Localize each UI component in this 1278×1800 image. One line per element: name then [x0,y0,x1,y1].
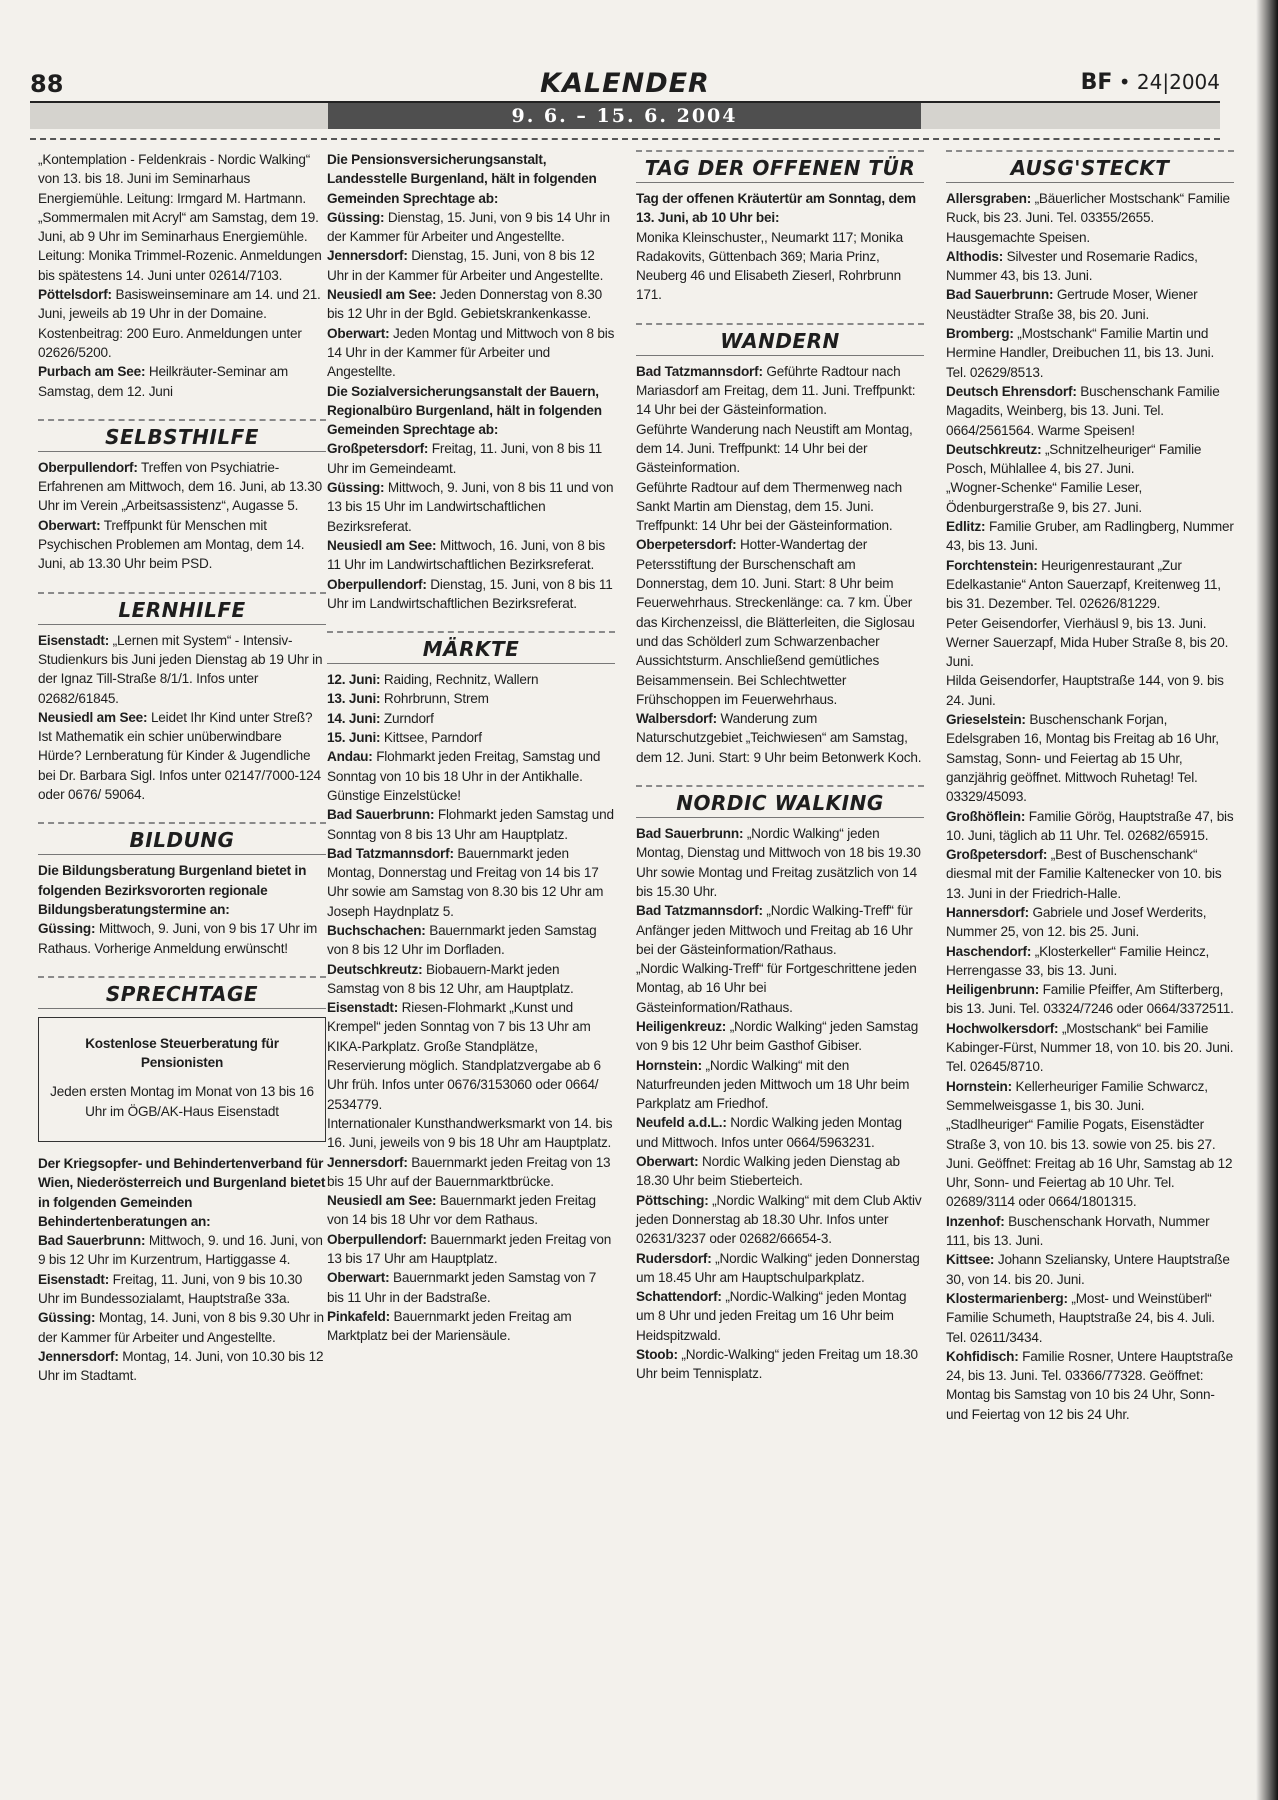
section-heading-selbsthilfe: SELBSTHILFE [38,419,326,452]
info-box-title: Kostenlose Steuerberatung für Pensionisten [85,1035,279,1071]
entry: Andau: Flohmarkt jeden Freitag, Samstag und Sonntag von 10 bis 18 Uhr in der Antikhalle. Günstige Einzelstücke! [327,749,601,803]
entry: Pöttsching: „Nordic Walking“ mit dem Club Aktiv jeden Donnerstag ab 18.30 Uhr. Infos unter 02631/3237 oder 02682/66654-3. [636,1192,922,1247]
entry: Deutschkreutz: Biobauern-Markt jeden Samstag von 8 bis 12 Uhr, am Hauptplatz. [327,961,574,996]
entry: Oberpullendorf: Dienstag, 15. Juni, von 8 bis 11 Uhr im Landwirtschaftlichen Bezirksreferat. [327,576,613,611]
entry: Allersgraben: „Bäuerlicher Mostschank“ Familie Ruck, bis 23. Juni. Tel. 03355/2655. Hausgemachte Speisen. [946,191,1230,245]
column-3 [636,150,924,1384]
paragraph: Geführte Wanderung nach Neustift am Montag, dem 14. Juni. Treffpunkt: 14 Uhr bei der Gästeinformation. [636,421,913,476]
entry: Stoob: „Nordic-Walking“ jeden Freitag um 18.30 Uhr beim Tennisplatz. [636,1347,918,1382]
info-box-text: Jeden ersten Montag im Monat von 13 bis 16 Uhr im ÖGB/AK-Haus Eisenstadt [50,1084,314,1119]
entry: Hornstein: „Nordic Walking“ mit den Naturfreunden jeden Mittwoch um 18 Uhr beim Parkplatz am Friedhof. [636,1057,910,1112]
entry: Bad Tatzmannsdorf: Geführte Radtour nach Mariasdorf am Freitag, dem 11. Juni. Treffpunkt: 14 Uhr bei der Gästeinformation. [636,363,916,418]
entry: Neusiedl am See: Bauernmarkt jeden Freitag von 14 bis 18 Uhr vor dem Rathaus. [327,1193,596,1228]
column-4 [946,150,1234,1424]
entry: Oberwart: Nordic Walking jeden Dienstag ab 18.30 Uhr beim Stieberteich. [636,1154,900,1189]
paragraph: „Wogner-Schenke“ Familie Leser, Ödenburgerstraße 9, bis 27. Juni. [946,480,1143,515]
section-intro: Der Kriegsopfer- und Behindertenverband für Wien, Niederösterreich und Burgenland bietet in folgenden Gemeinden Behindertenberatungen an: [38,1155,326,1229]
section-intro: Die Sozialversicherungsanstalt der Bauern, Regionalbüro Burgenland, hält in folgenden Gemeinden Sprechtage ab: [327,383,602,438]
entry: Oberwart: Jeden Montag und Mittwoch von 8 bis 14 Uhr in der Kammer für Arbeiter und Angestellte. [327,325,615,380]
entry: Eisenstadt: Riesen-Flohmarkt „Kunst und Krempel“ jeden Sonntag von 7 bis 13 Uhr am KIKA-Parkplatz. Große Standplätze, Reservierung möglich. Standplatzvergabe ab 6 Uhr früh. Infos unter 0676/3153060 oder 0664/ 2534779. [327,1000,601,1112]
entry: Oberwart: Treffpunkt für Menschen mit Psychischen Problemen am Montag, dem 14. Juni, ab 13.30 Uhr beim PSD. [38,517,305,572]
paragraph: „Sommermalen mit Acryl“ am Samstag, dem 19. Juni, ab 9 Uhr im Seminarhaus Energiemühle. Leitung: Monika Trimmel-Rozenic. Anmeldungen bis spätestens 14. Juni unter 02614/7103. [38,209,322,283]
column-2 [327,150,615,1346]
section-heading-bildung: BILDUNG [38,822,326,855]
entry: Purbach am See: Heilkräuter-Seminar am Samstag, dem 12. Juni [38,364,289,399]
entry: Inzenhof: Buschenschank Horvath, Nummer 111, bis 13. Juni. [946,1213,1210,1249]
entry: Bad Tatzmannsdorf: „Nordic Walking-Treff“ für Anfänger jeden Mittwoch und Freitag ab 16 Uhr bei der Gästeinformation/Rathaus. [636,903,913,957]
section-heading-sprechtage: SPRECHTAGE [38,976,326,1009]
paragraph: Hilda Geisendorfer, Hauptstraße 144, von 9. bis 24. Juni. [946,673,1224,708]
entry: Bad Sauerbrunn: Gertrude Moser, Wiener Neustädter Straße 38, bis 20. Juni. [946,287,1198,322]
section-heading-lernhilfe: LERNHILFE [38,592,326,625]
entry: Bad Sauerbrunn: Flohmarkt jeden Samstag und Sonntag von 8 bis 13 Uhr am Hauptplatz. [327,807,614,842]
entry: Grieselstein: Buschenschank Forjan, Edelsgraben 16, Montag bis Freitag ab 16 Uhr, Samstag, Sonn- und Feiertag ab 15 Uhr, ganzjährig geöffnet. Mittwoch Ruhetag! Tel. 03329/45093. [946,712,1219,805]
entry: Jennersdorf: Dienstag, 15. Juni, von 8 bis 12 Uhr in der Kammer für Arbeiter und Angestellte. [327,248,604,283]
section-heading-tag-der-offenen-tuer: TAG DER OFFENEN TÜR [636,150,924,183]
section-intro: Die Bildungsberatung Burgenland bietet in folgenden Bezirksvororten regionale Bildungsberatungstermine an: [38,863,307,917]
header-divider [30,138,1220,140]
entry: Heiligenbrunn: Familie Pfeiffer, Am Stifterberg, bis 13. Juni. Tel. 03324/7246 oder 0664/3372511. [946,982,1234,1017]
entry: Oberpetersdorf: Hotter-Wandertag der Petersstiftung der Burschenschaft am Donnerstag, dem 10. Juni. Start: 8 Uhr beim Feuerwehrhaus. Streckenlänge: ca. 7 km. Über das Kirchenzeissl, die Blätterleiten, die Siglosau und das Schölderl zum Schwarzenbacher Aussichtsturm. Anschließend gemütliches Beisammensein. Bei Schlechtwetter Frühschoppen im Feuerwehrhaus. [636,537,915,707]
entry: Großpetersdorf: „Best of Buschenschank“ diesmal mit der Familie Kaltenecker von 10. bis 13. Juni in der Friedrich-Halle. [946,847,1222,901]
paragraph: Peter Geisendorfer, Vierhäusl 9, bis 13. Juni. [946,615,1207,631]
entry: Althodis: Silvester und Rosemarie Radics, Nummer 43, bis 13. Juni. [946,248,1198,284]
entry: Bad Tatzmannsdorf: Bauernmarkt jeden Montag, Donnerstag und Freitag von 14 bis 17 Uhr sowie am Samstag von 8.30 bis 12 Uhr am Joseph Haydnplatz 5. [327,845,604,919]
section-heading-nordic-walking: NORDIC WALKING [636,785,924,818]
column-1 [38,150,326,1386]
entry: 14. Juni: Zurndorf [327,710,434,726]
entry: Neusiedl am See: Mittwoch, 16. Juni, von 8 bis 11 Uhr im Landwirtschaftlichen Bezirksreferat. [327,537,605,573]
entry: Pöttelsdorf: Basisweinseminare am 14. und 21. Juni, jeweils ab 19 Uhr in der Domaine. Kostenbeitrag: 200 Euro. Anmeldungen unter 02626/5200. [38,287,321,360]
entry: Oberpullendorf: Bauernmarkt jeden Freitag von 13 bis 17 Uhr am Hauptplatz. [327,1231,612,1267]
paragraph: „Nordic Walking-Treff“ für Fortgeschrittene jeden Montag, ab 16 Uhr bei Gästeinformation/Rathaus. [636,961,917,1015]
entry: Edlitz: Familie Gruber, am Radlingberg, Nummer 43, bis 13. Juni. [946,519,1234,554]
entry: Hannersdorf: Gabriele und Josef Werderits, Nummer 25, von 12. bis 25. Juni. [946,904,1207,940]
section-heading-ausgsteckt: AUSG'STECKT [946,150,1234,183]
entry: Eisenstadt: Freitag, 11. Juni, von 9 bis 10.30 Uhr im Bundessozialamt, Hauptstraße 33a. [38,1271,303,1307]
section-heading-maerkte: MÄRKTE [327,631,615,664]
entry: Buchschachen: Bauernmarkt jeden Samstag von 8 bis 12 Uhr im Dorfladen. [327,922,597,958]
entry: Jennersdorf: Bauernmarkt jeden Freitag von 13 bis 15 Uhr auf der Bauernmarktbrücke. [327,1154,611,1189]
entry: Neusiedl am See: Leidet Ihr Kind unter Streß? Ist Mathematik ein schier unüberwindbare Hürde? Lernberatung für Kinder & Jugendliche bei Dr. Barbara Sigl. Infos unter 02147/7000-124 oder 0676/ 59064. [38,709,321,803]
entry: Heiligenkreuz: „Nordic Walking“ jeden Samstag von 9 bis 12 Uhr beim Gasthof Gibiser. [636,1018,919,1054]
entry: Güssing: Mittwoch, 9. Juni, von 8 bis 11 und von 13 bis 15 Uhr im Landwirtschaftlichen Bezirksreferat. [327,480,614,534]
entry: Kittsee: Johann Szeliansky, Untere Hauptstraße 30, von 14. bis 20. Juni. [946,1252,1230,1287]
paragraph: „Stadlheuriger“ Familie Pogats, Eisenstädter Straße 3, von 10. bis 13. sowie von 25. bis 27. Juni. Geöffnet: Freitag ab 16 Uhr, Samstag ab 12 Uhr, Sonn- und Feiertag ab 10 Uhr. Tel. 02689/3114 oder 0664/1801315. [946,1117,1233,1210]
issue-info [1081,70,1220,95]
publication-name: BF [1080,70,1113,95]
entry: Oberwart: Bauernmarkt jeden Samstag von 7 bis 11 Uhr in der Badstraße. [327,1270,597,1305]
paragraph: Geführte Radtour auf dem Thermenweg nach Sankt Martin am Dienstag, dem 15. Juni. Treffpunkt: 14 Uhr bei der Gästeinformation. [636,479,903,534]
entry: Haschendorf: „Klosterkeller“ Familie Heincz, Herrengasse 33, bis 13. Juni. [946,943,1210,978]
entry: Deutschkreutz: „Schnitzelheuriger“ Familie Posch, Mühlallee 4, bis 27. Juni. [946,441,1202,477]
entry: Neusiedl am See: Jeden Donnerstag von 8.30 bis 12 Uhr in der Bgld. Gebietskrankenkasse. [327,287,602,322]
entry: Großpetersdorf: Freitag, 11. Juni, von 8 bis 11 Uhr im Gemeindeamt. [327,441,602,476]
page-header [30,68,1220,130]
page-number: 88 [30,70,64,98]
section-heading-wandern: WANDERN [636,323,924,356]
page-edge-shadow [1256,0,1278,1800]
entry: Bromberg: „Mostschank“ Familie Martin und Hermine Handler, Dreibuchen 11, bis 13. Juni. Tel. 02629/8513. [946,326,1215,380]
entry: Güssing: Montag, 14. Juni, von 8 bis 9.30 Uhr in der Kammer für Arbeiter und Angestellte. [38,1310,324,1345]
entry: Oberpullendorf: Treffen von Psychiatrie-Erfahrenen am Mittwoch, dem 16. Juni, ab 13.30 Uhr im Verein „Arbeitsassistenz“, Augasse 5. [38,459,322,514]
entry: Hornstein: Kellerheuriger Familie Schwarcz, Semmelweisgasse 1, bis 30. Juni. [946,1078,1208,1113]
entry: 15. Juni: Kittsee, Parndorf [327,730,482,746]
entry: Kohfidisch: Familie Rosner, Untere Hauptstraße 24, bis 13. Juni. Tel. 03366/77328. Geöffnet: Montag bis Samstag von 10 bis 24 Uhr, Sonn- und Feiertag von 12 bis 24 Uhr. [946,1348,1233,1422]
entry: Forchtenstein: Heurigenrestaurant „Zur Edelkastanie“ Anton Sauerzapf, Kreitenweg 11, bis 31. Dezember. Tel. 02626/81229. [946,557,1221,612]
issue-number: • 24|2004 [1118,70,1220,94]
paragraph: „Kontemplation - Feldenkrais - Nordic Walking“ von 13. bis 18. Juni im Seminarhaus Energiemühle. Leitung: Irmgard M. Hartmann. [38,152,311,206]
entry: Deutsch Ehrensdorf: Buschenschank Familie Magadits, Weinberg, bis 13. Juni. Tel. 0664/2561564. Warme Speisen! [946,383,1220,438]
entry: Schattendorf: „Nordic-Walking“ jeden Montag um 8 Uhr und jeden Freitag um 16 Uhr beim Heidspitzwald. [636,1289,907,1343]
entry: Pinkafeld: Bauernmarkt jeden Freitag am Marktplatz bei der Mariensäule. [327,1308,572,1344]
entry: Jennersdorf: Montag, 14. Juni, von 10.30 bis 12 Uhr im Stadtamt. [38,1348,324,1384]
entry: 12. Juni: Raiding, Rechnitz, Wallern [327,672,539,688]
entry: Bad Sauerbrunn: „Nordic Walking“ jeden Montag, Dienstag und Mittwoch von 18 bis 19.30 Uhr sowie Montag und Freitag zusätzlich von 14 bis 15.30 Uhr. [636,826,921,899]
header-bar [30,101,1220,129]
entry: Walbersdorf: Wanderung zum Naturschutzgebiet „Teichwiesen“ am Samstag, dem 12. Juni. Start: 9 Uhr beim Betonwerk Koch. [636,711,922,765]
entry: Güssing: Mittwoch, 9. Juni, von 9 bis 17 Uhr im Rathaus. Vorherige Anmeldung erwünscht! [38,921,318,956]
paragraph: Internationaler Kunsthandwerksmarkt von 14. bis 16. Juni, jeweils von 9 bis 18 Uhr am Hauptplatz. [327,1115,613,1151]
entry: Rudersdorf: „Nordic Walking“ jeden Donnerstag um 18.45 Uhr am Hauptschulparkplatz. [636,1250,920,1285]
date-range: 9. 6. – 15. 6. 2004 [328,103,921,129]
paragraph: Werner Sauerzapf, Mida Huber Straße 8, bis 20. Juni. [946,634,1229,670]
entry: Hochwolkersdorf: „Mostschank“ bei Familie Kabinger-Fürst, Nummer 18, von 10. bis 20. Juni. Tel. 02645/8710. [946,1020,1234,1075]
entry: 13. Juni: Rohrbrunn, Strem [327,691,489,707]
entry: Klostermarienberg: „Most- und Weinstüberl“ Familie Schumeth, Hauptstraße 24, bis 4. Juli. Tel. 02611/3434. [946,1290,1215,1345]
entry: Eisenstadt: „Lernen mit System“ - Intensiv-Studienkurs bis Juni jeden Dienstag ab 19 Uhr in der Ignaz Till-Straße 8/1/1. Infos unter 02682/61845. [38,632,323,706]
section-intro: Die Pensionsversicherungsanstalt, Landesstelle Burgenland, hält in folgenden Gemeinden Sprechtage ab: [327,152,597,206]
paragraph: Monika Kleinschuster,, Neumarkt 117; Monika Radakovits, Güttenbach 369; Maria Prinz, Neuberg 46 und Elisabeth Zieserl, Rohrbrunn 171. [636,229,903,303]
entry: Großhöflein: Familie Görög, Hauptstraße 47, bis 10. Juni, täglich ab 11 Uhr. Tel. 02682/65915. [946,808,1234,843]
entry: Güssing: Dienstag, 15. Juni, von 9 bis 14 Uhr in der Kammer für Arbeiter und Angestellte. [327,209,610,245]
page-title: KALENDER [540,68,710,99]
info-box [38,1017,326,1142]
entry: Neufeld a.d.L.: Nordic Walking jeden Montag und Mittwoch. Infos unter 0664/5963231. [636,1115,902,1150]
entry: Bad Sauerbrunn: Mittwoch, 9. und 16. Juni, von 9 bis 12 Uhr im Kurzentrum, Hartiggasse 4. [38,1233,323,1268]
section-intro: Tag der offenen Kräutertür am Sonntag, dem 13. Juni, ab 10 Uhr bei: [636,191,916,226]
